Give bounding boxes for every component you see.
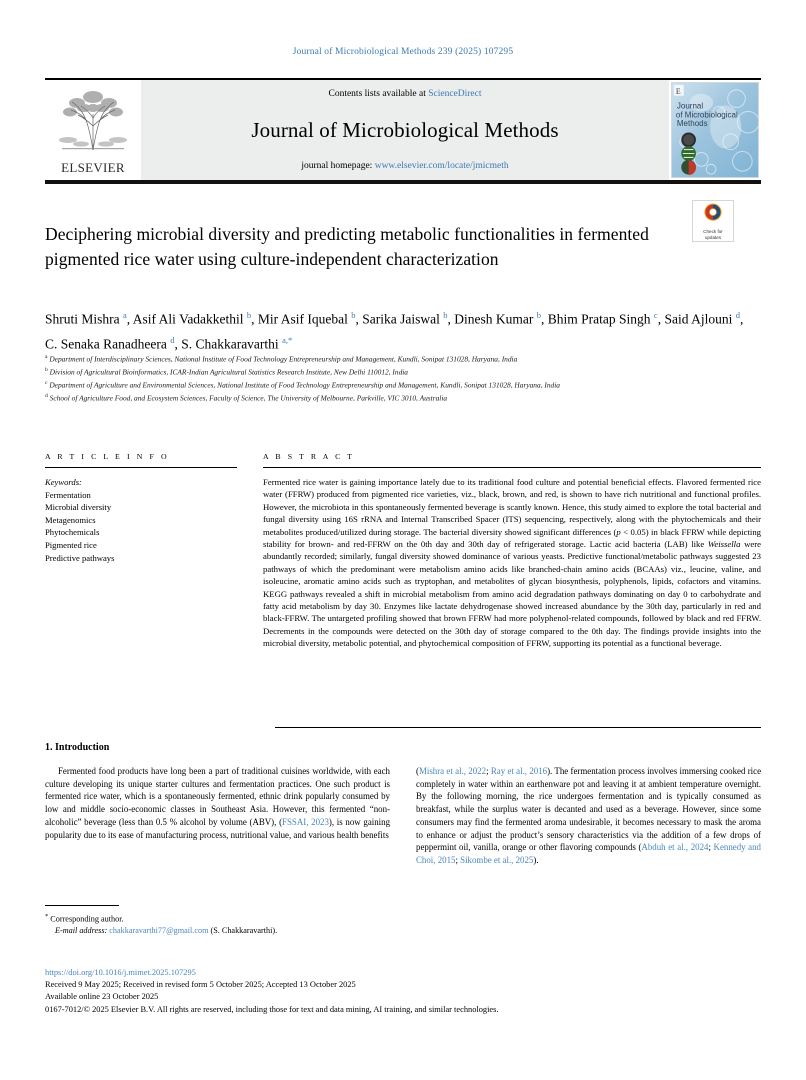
abstract-text: Fermented rice water is gaining importance lately due to its traditional food culture and potential beneficial effects. Flavored fermented rice water (FFRW) produced from pigmented rice varieties, viz., black, brown, and red, is shown to have rich nutritional and functional profiles. However, the microbiota in this spontaneously fermented beverage is scantly known. Hence, this study aimed to explore the total bacterial and fungal diversity using 16S rRNA and Internal Transcribed Spacer (ITS) sequencing, respectively, along with the phytochemicals and their metabolites produced/utilized during storage. The bacterial diversity showed significant differences (p < 0.05) in black FFRW while depicting stability for brown- and red-FFRW on the 0th day and 30th day of refrigerated storage. Lactic acid bacteria (LAB) like Weissella were abundantly recorded; similarly, fungal diversity showed dominance of various yeasts. Predictive functional/metabolic pathways suggested 23 pathways of which the predominant were metabolism amino acids like branched-chain amino acids (BCAAs) viz., leucine, valine, and isoleucine, aromatic amino acids such as tryptophan, and metabolites of glycan biosynthesis, polyphenols, lipids, cofactors and vitamins. KEGG pathways revealed a shift in microbial metabolism from amino acid degradation pathways dominating on day 0 to carbohydrate and fatty acid metabolism by day 30. Enzymes like lactate dehydrogenase showed increased abundance by the 30th day, particularly in red and black-FFRW. The untargeted profiling showed that brown FFRW had more polyphenol-related compounds, followed by black and red FFRW. Decrements in the compounds were detected on the 30th day of storage compared to the 0th day. The findings provide insights into the microbial diversity, metabolic potential, and phytochemical composition of FFRW, supporting its potential as a functional beverage. (263, 477, 762, 649)
journal-masthead (45, 78, 761, 180)
svg-text:E: E (675, 86, 681, 96)
section-heading-introduction: 1. Introduction (45, 742, 110, 753)
affiliation-b (45, 365, 755, 378)
affiliation-marker-a: a (45, 354, 48, 360)
keyword-item: Phytochemicals (45, 527, 100, 538)
author-list: Shruti Mishra $^a$, Asif Ali Vadakkethil $^b$, Mir Asif Iquebal $^b$, Sarika Jaiswal $^b$, Dinesh Kumar $^b$, Bhim Pratap Singh $^c$, Said Ajlouni $^d$, C. Senaka Ranadheera $^d$, S. Chakkaravarthi $^{a,*}$ (45, 310, 744, 351)
abstract-column (263, 452, 761, 650)
journal-cover-thumbnail (669, 80, 761, 180)
affiliation-c (45, 378, 755, 391)
abstract-heading: A B S T R A C T (263, 452, 355, 461)
masthead-bottom-rule (45, 180, 761, 184)
journal-title: Journal of Microbiological Methods (251, 117, 559, 142)
contents-prefix: Contents lists available at (328, 89, 429, 99)
abstract-rule-top (263, 467, 761, 468)
doi-link[interactable]: https://doi.org/10.1016/j.mimet.2025.107295 (45, 968, 196, 977)
intro-left-column (45, 765, 390, 867)
affiliation-text-a: Department of Interdisciplinary Sciences, National Institute of Food Technology Entrepreneurship and Management, Kundli, Sonipat 131028, Haryana, India (49, 354, 518, 364)
svg-text:Journal: Journal (676, 101, 704, 111)
abstract-rule-bottom (275, 727, 761, 728)
email-label: E-mail address: (55, 926, 108, 936)
intro-paragraph-left: Fermented food products have long been a part of traditional cuisines worldwide, with each culture developing its unique starter cultures and fermentation practices. One such product is fermented rice water, which is a spontaneously fermented, ethnic drink popularly consumed by low and middle socio-economic classes in Southeast Asia. However, this fermented “non-alcoholic” beverage (less than 0.5 % alcohol by volume (ABV), (FSSAI, 2023), is now gaining popularity due to its ease of manufacturing process, nutritional value, and various health benefits (45, 766, 391, 840)
affiliation-text-c: Department of Agriculture and Environmental Sciences, National Institute of Food Technology Entrepreneurship and Management, Kundli, Sonipat 131028, Haryana, India (49, 380, 560, 390)
keyword-item: Metagenomics (45, 514, 96, 525)
elsevier-wordmark: ELSEVIER (61, 160, 125, 175)
running-head: Journal of Microbiological Methods 239 (2025) 107295 (292, 47, 514, 57)
info-abstract-region (45, 452, 761, 650)
available-online-date: Available online 23 October 2025 (45, 992, 159, 1002)
intro-right-column (416, 765, 761, 867)
crossmark-label-line1: Check for (703, 229, 723, 234)
affiliation-marker-b: b (45, 367, 48, 374)
asterisk-icon: * (45, 913, 49, 920)
affiliation-marker-d: d (45, 393, 48, 400)
homepage-prefix: journal homepage: (301, 161, 375, 171)
article-info-column (45, 452, 237, 650)
keyword-item: Microbial diversity (45, 502, 112, 513)
email-owner: (S. Chakkaravarthi). (210, 926, 278, 936)
received-dates: Received 9 May 2025; Received in revised form 5 October 2025; Accepted 13 October 2025 (45, 980, 356, 990)
crossmark-badge[interactable] (692, 200, 734, 242)
crossmark-label-line2: updates (704, 235, 722, 241)
footnote-divider (45, 905, 119, 906)
contents-available-line (328, 89, 481, 99)
keyword-item: Fermentation (45, 489, 91, 500)
copyright-line: 0167-7012/© 2025 Elsevier B.V. All rights are reserved, including those for text and data mining, AI training, and similar technologies. (45, 1004, 499, 1014)
sciencedirect-link[interactable]: ScienceDirect (428, 89, 482, 99)
affiliation-list (45, 352, 755, 404)
keyword-item: Pigmented rice (45, 539, 97, 550)
masthead-center (141, 80, 669, 180)
article-info-heading: A R T I C L E I N F O (45, 452, 170, 461)
corresponding-author-text: Corresponding author. (50, 914, 124, 924)
svg-text:Methods: Methods (676, 119, 708, 129)
svg-text:of Microbiological: of Microbiological (675, 110, 738, 120)
email-line (45, 925, 390, 937)
title-block (45, 222, 685, 272)
page-title: Deciphering microbial diversity and predicting metabolic functionalities in fermented pigmented rice water using culture-independent characterization (45, 224, 649, 269)
introduction-section (45, 742, 761, 867)
affiliation-text-b: Division of Agricultural Bioinformatics, ICAR-Indian Agricultural Statistics Research Institute, New Delhi 110012, India (49, 367, 409, 377)
article-footer (45, 967, 761, 1016)
journal-homepage-link[interactable]: www.elsevier.com/locate/jmicmeth (374, 161, 509, 171)
article-info-rule (45, 467, 237, 468)
affiliation-d (45, 391, 755, 404)
keyword-item: Predictive pathways (45, 552, 115, 563)
affiliation-a (45, 352, 755, 365)
corresponding-author-footnote (45, 905, 390, 937)
corresponding-author-line (45, 911, 390, 925)
email-link[interactable]: chakkaravarthi77@gmail.com (109, 926, 209, 936)
elsevier-logo (45, 80, 141, 180)
keywords-label: Keywords: (45, 477, 82, 487)
journal-homepage-line (301, 161, 508, 171)
body-two-column (45, 765, 761, 867)
affiliation-text-d: School of Agriculture Food, and Ecosystem Sciences, Faculty of Science, The University of Melbourne, Parkville, VIC 3010, Australia (49, 393, 448, 403)
intro-paragraph-right: (Mishra et al., 2022; Ray et al., 2016). The fermentation process involves immersing cooked rice completely in water within an earthenware pot and leaving it at ambient temperature overnight. By the following morning, the rice undergoes fermentation and is typically consumed as breakfast, while the surplus water is decanted and used as a beverage. However, since some consumers may find the fermented aroma undesirable, it becomes necessary to mask the aroma to enhance or adjust the product’s sensory characteristics via the addition of a few drops of peppermint oil, vanilla, orange or other flavoring compounds (Abduh et al., 2024; Kennedy and Choi, 2015; Sikombe et al., 2025). (416, 766, 762, 865)
affiliation-marker-c: c (45, 380, 48, 387)
